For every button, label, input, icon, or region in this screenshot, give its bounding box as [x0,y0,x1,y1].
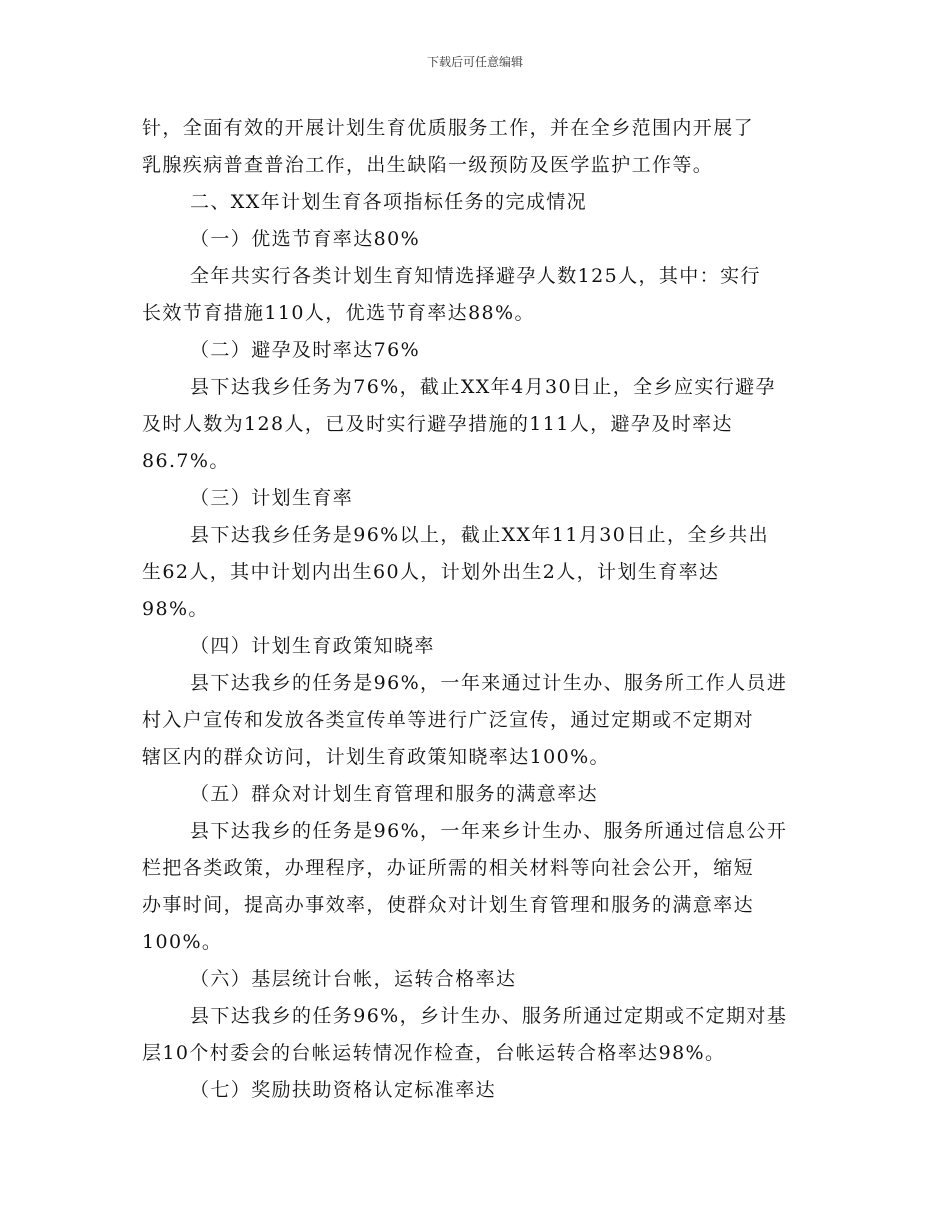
text-line: 层10个村委会的台帐运转情况作检查，台帐运转合格率达98%。 [142,1042,726,1064]
text-line: 生62人，其中计划内出生60人，计划外出生2人，计划生育率达 [142,561,720,583]
text-line: （七）奖励扶助资格认定标准率达 [190,1079,497,1101]
text-line: 办事时间，提高办事效率，使群众对计划生育管理和服务的满意率达 [142,894,755,916]
text-line: 全年共实行各类计划生育知情选择避孕人数125人，其中：实行 [190,265,761,287]
text-line: 86.7%。 [142,450,230,472]
text-line: 县下达我乡任务是96%以上，截止XX年11月30日止，全乡共出 [190,524,770,546]
text-line: 县下达我乡任务为76%，截止XX年4月30日止，全乡应实行避孕 [190,376,776,398]
text-line: 县下达我乡的任务是96%，一年来通过计生办、服务所工作人员进 [190,672,788,694]
document-body [142,110,810,1109]
text-line: 栏把各类政策，办理程序，办证所需的相关材料等向社会公开，缩短 [142,857,755,879]
text-line: 98%。 [142,598,209,620]
text-line: （一）优选节育率达80% [190,228,421,250]
header-note: 下载后可任意编辑 [426,55,523,69]
text-line: （五）群众对计划生育管理和服务的满意率达 [190,783,599,805]
text-line: 针，全面有效的开展计划生育优质服务工作，并在全乡范围内开展了 [142,117,755,139]
text-line: （三）计划生育率 [190,487,354,509]
text-line: 长效节育措施110人，优选节育率达88%。 [142,302,535,324]
text-line: （二）避孕及时率达76% [190,339,421,361]
text-line: 及时人数为128人，已及时实行避孕措施的111人，避孕及时率达 [142,413,733,435]
text-line: 辖区内的群众访问，计划生育政策知晓率达100%。 [142,746,610,768]
text-line: 乳腺疾病普查普治工作，出生缺陷一级预防及医学监护工作等。 [142,154,714,176]
text-line: （四）计划生育政策知晓率 [190,635,435,657]
text-line: 县下达我乡的任务是96%，一年来乡计生办、服务所通过信息公开 [190,820,788,842]
text-line: 100%。 [142,931,223,953]
text-line: 县下达我乡的任务96%，乡计生办、服务所通过定期或不定期对基 [190,1005,788,1027]
text-line: （六）基层统计台帐，运转合格率达 [190,968,517,990]
text-line: 二、XX年计划生育各项指标任务的完成情况 [190,191,588,213]
text-line: 村入户宣传和发放各类宣传单等进行广泛宣传，通过定期或不定期对 [142,709,755,731]
